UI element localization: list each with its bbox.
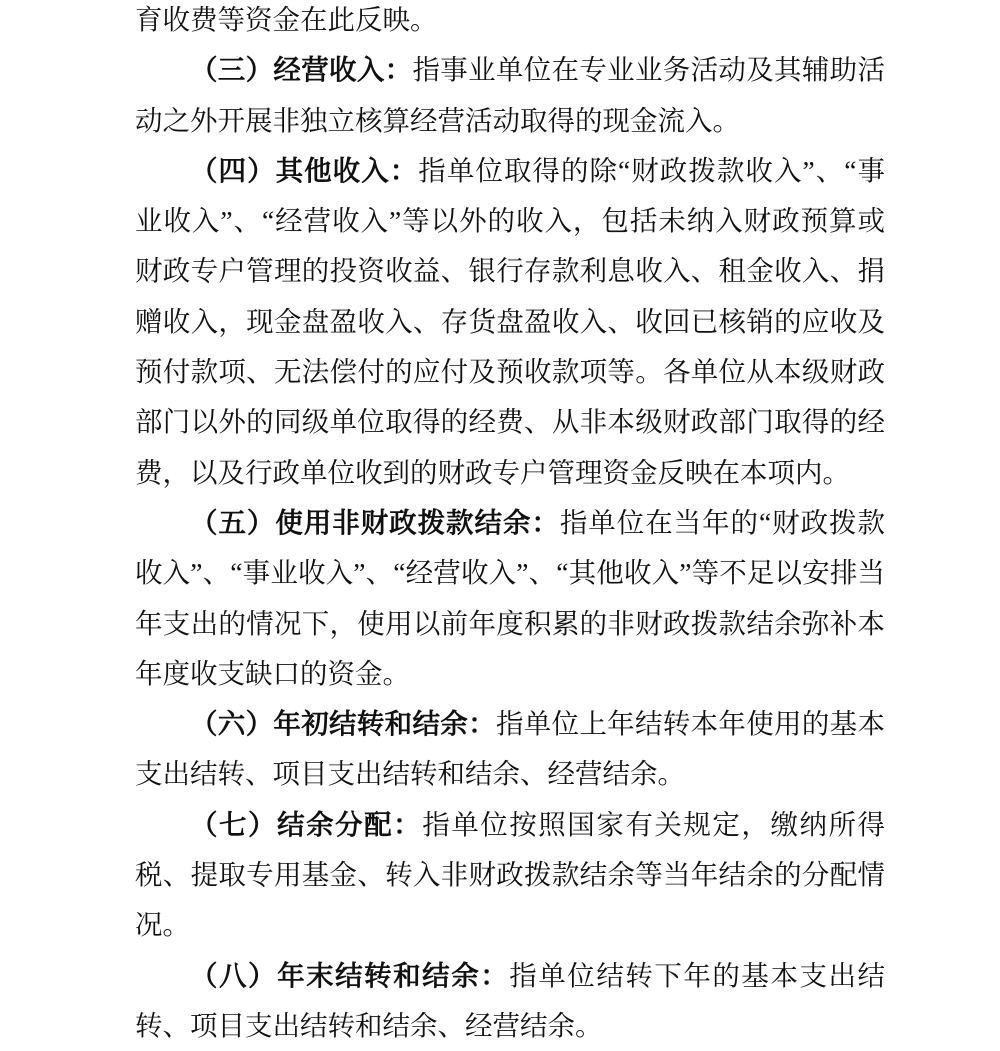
clause-label: （七）结余分配： [190,808,423,840]
paragraph [135,0,885,45]
clause-text: 育收费等资金在此反映。 [135,4,438,35]
clause-text: 指单位结转下年的基本支出结转、项目支出结转和结余、经营结余。 [135,959,886,1041]
paragraph [135,699,885,800]
paragraph [135,498,885,699]
paragraph [135,951,885,1051]
clause-text: 指事业单位在专业业务活动及其辅助活动之外开展非独立核算经营活动取得的现金流入。 [135,54,885,136]
clause-label: （八）年末结转和结余： [190,959,510,991]
clause-text: 指单位在当年的“财政拨款收入”、“事业收入”、“经营收入”、“其他收入”等不足以安排当年支出的情况下，使用以前年度积累的非财政拨款结余弥补本年度收支缺口的资金。 [135,506,885,689]
clause-text: 指单位取得的除“财政拨款收入”、“事业收入”、“经营收入”等以外的收入，包括未纳入财政预算或财政专户管理的投资收益、银行存款利息收入、租金收入、捐赠收入，现金盘盈收入、存货盘盈收入、收回已核销的应收及预付款项、无法偿付的应付及预收款项等。各单位从本级财政部门以外的同级单位取得的经费、从非本级财政部门取得的经费，以及行政单位收到的财政专户管理资金反映在本项内。 [135,154,885,488]
paragraph [135,146,885,498]
clause-label: （五）使用非财政拨款结余： [190,506,560,538]
clause-label: （四）其他收入： [190,154,419,186]
paragraph [135,800,885,951]
document-body [135,0,885,1051]
clause-text: 指单位上年结转本年使用的基本支出结转、项目支出结转和结余、经营结余。 [135,708,885,790]
clause-label: （六）年初结转和结余： [190,708,496,740]
clause-label: （三）经营收入： [190,54,413,86]
clause-text: 指单位按照国家有关规定，缴纳所得税、提取专用基金、转入非财政拨款结余等当年结余的分配情况。 [135,808,886,941]
paragraph [135,45,885,146]
